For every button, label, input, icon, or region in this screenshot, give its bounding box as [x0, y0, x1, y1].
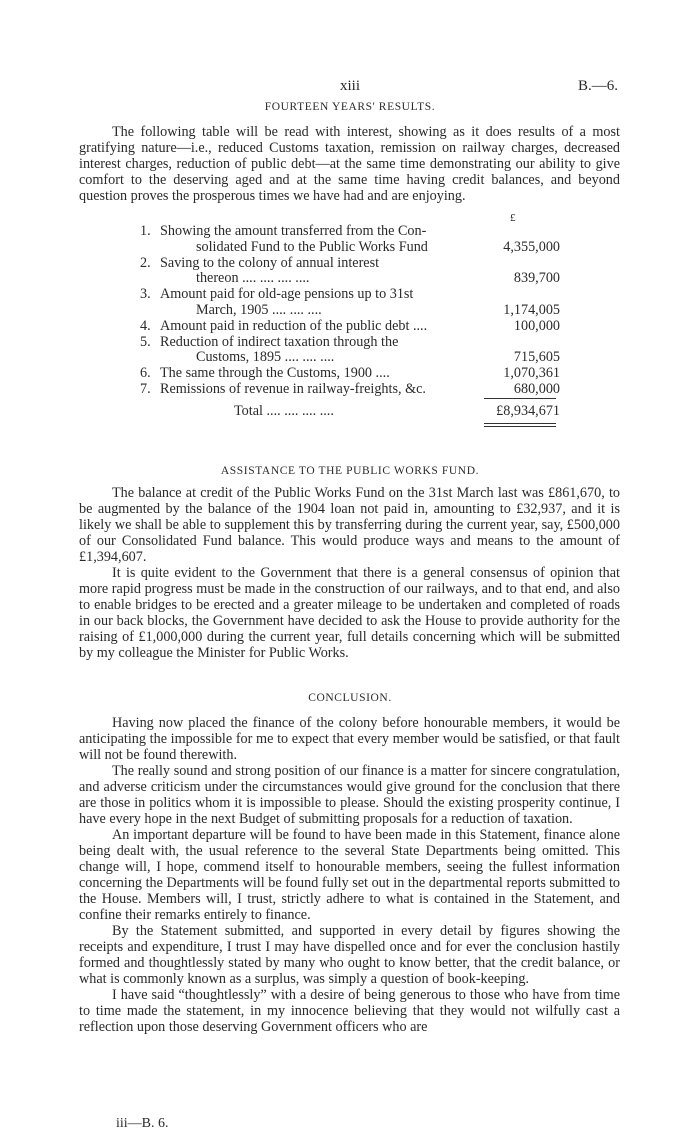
total-amount: £8,934,671	[496, 403, 560, 419]
item-description	[160, 319, 475, 335]
section-heading-public-works: ASSISTANCE TO THE PUBLIC WORKS FUND.	[220, 465, 480, 477]
intro-paragraph	[79, 124, 620, 204]
item-line1: Amount paid in reduction of the public debt ....	[160, 317, 428, 334]
total-double-rule-1	[484, 423, 556, 424]
section-heading-conclusion: CONCLUSION.	[308, 692, 392, 704]
table-row	[140, 319, 560, 335]
currency-symbol: £	[510, 212, 516, 224]
item-line1: Reduction of indirect taxation through the	[160, 333, 399, 350]
table-row	[140, 335, 560, 367]
item-description	[160, 224, 475, 256]
item-amount: 1,070,361	[503, 365, 560, 382]
item-number: 1.	[140, 223, 151, 239]
item-line1: Saving to the colony of annual interest	[160, 254, 380, 271]
item-number: 4.	[140, 317, 151, 334]
item-line2: March, 1905 .... .... ....	[196, 301, 322, 318]
item-number: 6.	[140, 365, 151, 382]
paragraph-text: The following table will be read with interest, showing as it does results of a most gratifying nature—i.e., reduced Customs taxation, remission on railway charges, decreased interest charges, reduction of public debt—at the same time demonstrating our ability to give comfort to the deserving aged and at the same time having credit balances, and beyond question proves the prosperous times we have had and are enjoying.	[79, 124, 620, 204]
item-amount: 1,174,005	[503, 301, 560, 318]
conclusion-text	[79, 715, 620, 1035]
page-number: xiii	[339, 78, 360, 94]
item-line2: thereon .... .... .... ....	[196, 270, 310, 287]
section-heading-fourteen-years: FOURTEEN YEARS' RESULTS.	[264, 101, 436, 113]
item-description	[160, 335, 475, 367]
paragraph-text: I have said “thoughtlessly” with a desire of being generous to those who have from time to time made the statement, in my innocence believing that they would not wilfully cast a reflection upon those deserving Government officers who are	[79, 987, 620, 1035]
paragraph-text: By the Statement submitted, and supported in every detail by figures showing the receipts and expenditure, I trust I may have dispelled once and for ever the conclusion hastily formed and thoughtlessly stated by many who ought to know better, that the credit balance, or what is commonly known as a surplus, was simply a question of book-keeping.	[79, 923, 620, 987]
paragraph-text: Having now placed the finance of the colony before honourable members, it would be anticipating the impossible for me to expect that every member would be satisfied, or that fault will not be found therewith.	[79, 715, 620, 763]
public-works-text	[79, 485, 620, 661]
item-line1: The same through the Customs, 1900 ....	[160, 365, 390, 382]
item-description	[160, 382, 475, 398]
document-reference: B.—6.	[577, 78, 618, 94]
paragraph-text: An important departure will be found to have been made in this Statement, finance alone being dealt with, the usual reference to the several State Departments being omitted. This change will, I hope, commend itself to honourable members, seeing the fullest information concerning the Departments will be found fully set out in the departmental reports submitted to the House. Members will, I trust, strictly adhere to what is contained in the Statement, and confine their remarks entirely to finance.	[79, 827, 620, 923]
paragraph-text: The balance at credit of the Public Works Fund on the 31st March last was £861,670, to be augmented by the balance of the 1904 loan not paid in, amounting to £32,937, and it is likely we shall be able to supplement this by transferring during the current year, say, £500,000 of our Consolidated Fund balance. This would produce ways and means to the amount of £1,394,607.	[79, 485, 620, 565]
item-amount: 715,605	[513, 349, 560, 366]
item-amount: 4,355,000	[503, 238, 560, 255]
total-label: Total .... .... .... ....	[234, 403, 334, 419]
item-amount: 680,000	[513, 380, 560, 397]
table-row	[140, 366, 560, 382]
item-number: 5.	[140, 333, 151, 350]
item-line1: Amount paid for old-age pensions up to 31st	[160, 286, 414, 303]
paragraph-text: The really sound and strong position of our finance is a matter for sincere congratulation, and adverse criticism under the circumstances would give ground for the conclusion that there are those in politics whom it is impossible to please. Should the existing prosperity continue, I have every hope in the next Budget of submitting proposals for a reduction of taxation.	[79, 763, 620, 827]
item-amount: 100,000	[513, 317, 560, 334]
total-double-rule-2	[484, 426, 556, 427]
table-row	[140, 287, 560, 319]
item-line2: solidated Fund to the Public Works Fund	[196, 238, 428, 255]
item-description	[160, 256, 475, 288]
signature-mark: iii—B. 6.	[116, 1116, 169, 1131]
item-description	[160, 287, 475, 319]
table-row	[140, 382, 560, 398]
item-description	[160, 366, 475, 382]
table-row	[140, 256, 560, 288]
item-line1: Showing the amount transferred from the Con-	[160, 223, 427, 239]
item-line2: Customs, 1895 .... .... ....	[196, 349, 335, 366]
total-row	[140, 403, 560, 420]
item-amount: 839,700	[513, 270, 560, 287]
table-row	[140, 224, 560, 256]
total-rule-top	[484, 398, 556, 399]
results-table	[140, 224, 560, 398]
paragraph-text: It is quite evident to the Government that there is a general consensus of opinion that more rapid progress must be made in the construction of our railways, and to that end, and also to enable bridges to be erected and a greater mileage to be undertaken and completed of roads in our back blocks, the Government have decided to ask the House to provide authority for the raising of £1,000,000 during the current year, full details concerning which will be submitted by my colleague the Minister for Public Works.	[79, 565, 620, 661]
item-line1: Remissions of revenue in railway-freights, &c.	[160, 380, 426, 397]
item-number: 3.	[140, 286, 151, 303]
item-number: 7.	[140, 380, 151, 397]
item-number: 2.	[140, 254, 151, 271]
